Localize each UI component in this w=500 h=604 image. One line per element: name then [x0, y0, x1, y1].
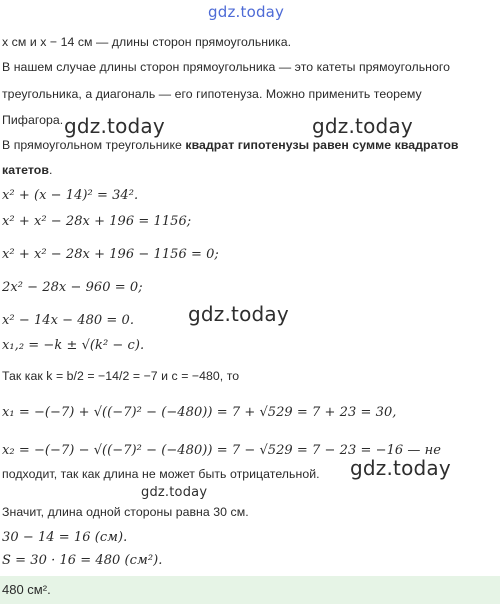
- rule-text-bold: квадрат гипотенузы равен сумме квадратов: [185, 138, 459, 152]
- equation-1: x² + (x − 14)² = 34².: [2, 188, 139, 203]
- rule-text-end: .: [48, 163, 53, 177]
- rule-text: В прямоугольном треугольнике: [2, 138, 186, 152]
- answer-box: [0, 576, 500, 604]
- equation-2: x² + x² − 28x + 196 = 1156;: [2, 214, 192, 229]
- intro-line-6: [2, 163, 52, 177]
- equation-3: x² + x² − 28x + 196 − 1156 = 0;: [2, 247, 219, 262]
- watermark: gdz.today: [141, 485, 208, 500]
- watermark: gdz.today: [188, 302, 289, 326]
- answer-text: 480 см².: [2, 582, 51, 597]
- watermark: gdz.today: [64, 114, 165, 138]
- equation-10: подходит, так как длина не может быть отрицательной.: [2, 467, 320, 481]
- equation-6: x₁,₂ = −k ± √(k² − c).: [2, 338, 145, 353]
- intro-line-2: В нашем случае длины сторон прямоугольника — это катеты прямоугольного: [2, 60, 451, 74]
- rule-text-bold-2: катетов: [2, 163, 49, 177]
- intro-line-3: треугольника, а диагональ — его гипотенуза. Можно применить теорему: [2, 87, 422, 101]
- conclusion-line-1: Значит, длина одной стороны равна 30 см.: [2, 505, 249, 519]
- watermark: gdz.today: [350, 456, 451, 480]
- watermark: gdz.today: [312, 114, 413, 138]
- equation-8: x₁ = −(−7) + √((−7)² − (−480)) = 7 + √529 = 7 + 23 = 30,: [2, 405, 397, 420]
- equation-7: Так как k = b/2 = −14/2 = −7 и c = −480, то: [2, 369, 240, 383]
- intro-line-4: Пифагора.: [2, 113, 64, 127]
- equation-9: x₂ = −(−7) − √((−7)² − (−480)) = 7 − √529 = 7 − 23 = −16 — не: [2, 443, 441, 458]
- intro-line-5: [2, 138, 459, 152]
- intro-line-1: x см и x − 14 см — длины сторон прямоугольника.: [2, 35, 292, 49]
- watermark-top: gdz.today: [208, 3, 285, 21]
- conclusion-line-3: S = 30 · 16 = 480 (см²).: [2, 553, 163, 568]
- equation-4: 2x² − 28x − 960 = 0;: [2, 280, 143, 295]
- conclusion-line-2: 30 − 14 = 16 (см).: [2, 530, 128, 545]
- equation-5: x² − 14x − 480 = 0.: [2, 313, 135, 328]
